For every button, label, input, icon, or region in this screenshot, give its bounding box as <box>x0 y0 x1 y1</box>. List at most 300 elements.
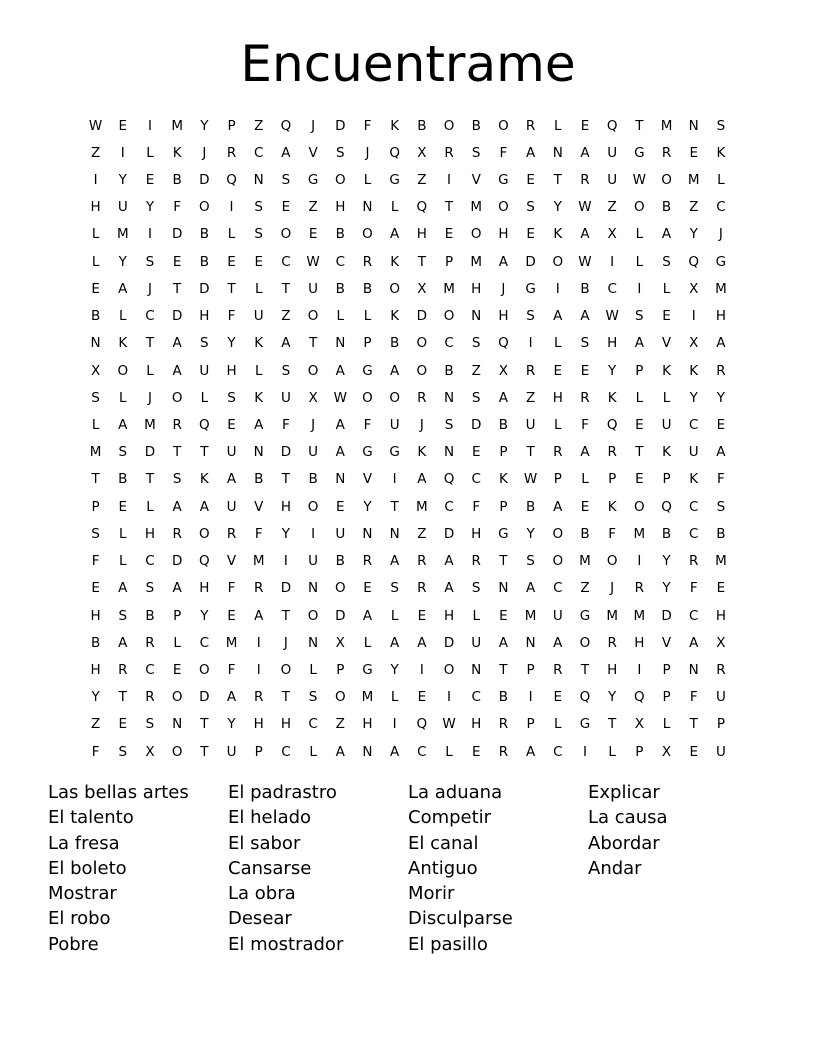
grid-letter: S <box>91 525 100 542</box>
grid-letter: M <box>144 417 156 434</box>
grid-letter: O <box>362 226 373 243</box>
grid-letter: F <box>689 580 698 597</box>
grid-letter: O <box>171 689 183 706</box>
grid-letter: E <box>145 172 155 189</box>
grid-letter: E <box>118 716 128 733</box>
grid-letter: F <box>91 553 100 570</box>
grid-letter: P <box>336 661 345 678</box>
grid-letter: A <box>525 743 536 760</box>
grid-letter: A <box>172 335 182 352</box>
grid-letter: G <box>362 444 373 461</box>
grid-letter: Q <box>688 253 700 270</box>
grid-letter: A <box>390 743 400 760</box>
grid-letter: H <box>607 335 618 352</box>
grid-letter: E <box>417 689 427 706</box>
grid-letter: E <box>635 471 644 488</box>
grid-letter: R <box>471 553 481 570</box>
grid-letter: C <box>145 661 155 678</box>
grid-letter: L <box>91 417 100 434</box>
grid-letter: B <box>525 498 536 515</box>
grid-letter: A <box>118 280 128 297</box>
grid-letter: O <box>307 607 319 624</box>
grid-letter: W <box>578 253 592 270</box>
grid-letter: V <box>254 498 264 515</box>
grid-letter: I <box>229 199 234 216</box>
grid-letter: K <box>172 144 182 161</box>
grid-letter: C <box>471 689 481 706</box>
grid-letter: A <box>335 362 345 379</box>
grid-letter: T <box>281 607 291 624</box>
grid-letter: S <box>471 389 481 406</box>
grid-letter: R <box>444 144 454 161</box>
grid-letter: O <box>416 335 428 352</box>
grid-letter: F <box>363 417 372 434</box>
grid-letter: A <box>580 144 590 161</box>
grid-letter: X <box>634 716 644 733</box>
grid-letter: L <box>662 389 671 406</box>
grid-letter: R <box>362 553 373 570</box>
grid-letter: M <box>416 498 428 515</box>
grid-letter: R <box>118 661 128 678</box>
grid-letter: C <box>689 525 699 542</box>
grid-letter: L <box>554 117 562 134</box>
grid-letter: Y <box>608 689 617 706</box>
grid-letter: D <box>171 308 183 325</box>
grid-letter: V <box>308 144 318 161</box>
grid-letter: X <box>689 335 699 352</box>
grid-letter: S <box>526 199 535 216</box>
grid-letter: A <box>716 444 726 461</box>
grid-letter: O <box>661 172 672 189</box>
grid-letter: C <box>308 716 318 733</box>
grid-letter: R <box>607 444 617 461</box>
grid-letter: E <box>281 199 291 216</box>
grid-letter: Y <box>118 172 127 189</box>
grid-letter: D <box>525 253 536 270</box>
grid-letter: Z <box>90 144 101 161</box>
grid-letter: T <box>553 172 562 189</box>
grid-letter: C <box>553 743 563 760</box>
grid-letter: U <box>199 362 210 379</box>
grid-letter: R <box>362 253 373 270</box>
grid-letter: S <box>580 335 590 352</box>
grid-letter: R <box>553 661 563 678</box>
grid-letter: G <box>362 661 373 678</box>
grid-letter: M <box>606 607 618 624</box>
grid-letter: E <box>580 498 590 515</box>
grid-letter: B <box>498 417 509 434</box>
word-list-item: El talento <box>48 807 134 829</box>
grid-letter: E <box>716 417 726 434</box>
word-list-item: Explicar <box>588 782 660 803</box>
grid-letter: T <box>308 335 318 352</box>
grid-letter: L <box>119 389 127 406</box>
grid-letter: I <box>283 553 288 570</box>
grid-letter: Q <box>579 689 591 706</box>
grid-letter: O <box>199 661 210 678</box>
grid-letter: W <box>306 253 320 270</box>
grid-letter: Y <box>662 553 671 570</box>
page-title: Encuentrame <box>240 35 576 93</box>
grid-letter: F <box>91 743 100 760</box>
grid-letter: S <box>227 389 236 406</box>
grid-letter: R <box>580 389 590 406</box>
grid-letter: C <box>444 335 454 352</box>
grid-letter: X <box>689 280 699 297</box>
grid-letter: U <box>226 743 237 760</box>
grid-letter: L <box>146 362 154 379</box>
grid-letter: Z <box>90 716 101 733</box>
grid-letter: Q <box>606 117 618 134</box>
grid-letter: U <box>335 525 346 542</box>
grid-letter: N <box>552 144 563 161</box>
grid-letter: H <box>90 607 101 624</box>
grid-letter: E <box>363 580 372 597</box>
grid-letter: A <box>498 253 509 270</box>
grid-letter: B <box>444 362 454 379</box>
grid-letter: D <box>280 444 292 461</box>
grid-letter: L <box>119 553 127 570</box>
grid-letter: O <box>334 689 346 706</box>
grid-letter: T <box>200 716 209 733</box>
grid-letter: X <box>498 362 509 379</box>
grid-letter: B <box>199 226 209 243</box>
grid-letter: D <box>199 172 210 189</box>
grid-letter: L <box>363 308 372 325</box>
grid-letter: O <box>280 661 292 678</box>
word-list-item: El canal <box>408 832 479 854</box>
grid-letter: R <box>689 553 699 570</box>
grid-letter: Z <box>254 117 264 134</box>
grid-letter: R <box>716 661 726 678</box>
grid-letter: O <box>552 525 564 542</box>
grid-letter: Y <box>200 607 209 624</box>
grid-letter: A <box>390 553 400 570</box>
grid-letter: B <box>362 280 373 297</box>
grid-letter: I <box>311 525 316 542</box>
grid-letter: J <box>365 144 370 161</box>
grid-letter: U <box>308 444 319 461</box>
grid-letter: Z <box>308 199 318 216</box>
grid-letter: M <box>579 553 591 570</box>
grid-letter: A <box>172 362 182 379</box>
grid-letter: N <box>389 525 400 542</box>
grid-letter: A <box>498 389 509 406</box>
grid-letter: M <box>715 280 727 297</box>
grid-letter: Y <box>200 117 209 134</box>
grid-letter: A <box>417 471 427 488</box>
grid-letter: G <box>389 444 400 461</box>
grid-letter: Y <box>363 498 372 515</box>
grid-letter: H <box>362 716 373 733</box>
grid-letter: A <box>634 335 644 352</box>
grid-letter: U <box>552 607 563 624</box>
grid-letter: L <box>390 689 399 706</box>
grid-letter: N <box>443 389 455 406</box>
grid-letter: Z <box>335 716 345 733</box>
word-list-item: Antiguo <box>408 857 478 879</box>
grid-letter: T <box>200 444 209 461</box>
grid-letter: H <box>715 308 726 325</box>
grid-letter: O <box>579 634 591 651</box>
grid-letter: A <box>580 444 590 461</box>
grid-letter: X <box>417 280 427 297</box>
grid-letter: K <box>199 471 209 488</box>
grid-letter: F <box>363 117 372 134</box>
grid-letter: W <box>442 716 456 733</box>
grid-letter: X <box>335 634 345 651</box>
grid-letter: T <box>417 253 426 270</box>
word-list-item: El helado <box>228 807 312 829</box>
grid-letter: I <box>120 144 125 161</box>
grid-letter: L <box>146 498 154 515</box>
grid-letter: C <box>444 498 454 515</box>
grid-letter: X <box>145 743 155 760</box>
grid-letter: A <box>689 634 699 651</box>
grid-letter: A <box>498 634 509 651</box>
grid-letter: K <box>662 362 671 379</box>
grid-letter: H <box>416 226 427 243</box>
grid-letter: T <box>635 117 644 134</box>
grid-letter: V <box>226 553 237 570</box>
grid-letter: T <box>608 716 617 733</box>
grid-letter: X <box>716 634 726 651</box>
grid-letter: W <box>578 199 592 216</box>
grid-letter: F <box>608 525 617 542</box>
grid-letter: X <box>308 389 318 406</box>
grid-letter: R <box>716 362 726 379</box>
grid-letter: O <box>498 199 509 216</box>
grid-letter: N <box>525 634 536 651</box>
grid-letter: E <box>118 117 128 134</box>
grid-letter: H <box>607 661 618 678</box>
grid-letter: R <box>498 716 509 733</box>
grid-letter: G <box>498 525 509 542</box>
grid-letter: B <box>335 226 345 243</box>
grid-letter: S <box>281 362 291 379</box>
grid-letter: L <box>554 417 562 434</box>
grid-letter: B <box>661 525 672 542</box>
grid-letter: Y <box>227 716 236 733</box>
grid-letter: R <box>607 634 617 651</box>
grid-letter: E <box>227 607 236 624</box>
grid-letter: U <box>226 498 237 515</box>
grid-letter: N <box>471 661 482 678</box>
grid-letter: K <box>417 444 427 461</box>
grid-letter: D <box>416 308 428 325</box>
grid-letter: K <box>254 389 264 406</box>
grid-letter: G <box>525 280 536 297</box>
grid-letter: Y <box>553 199 562 216</box>
grid-letter: A <box>716 335 726 352</box>
grid-letter: C <box>689 607 699 624</box>
grid-letter: C <box>254 144 264 161</box>
grid-letter: A <box>118 580 128 597</box>
grid-letter: H <box>90 199 101 216</box>
grid-letter: J <box>283 634 288 651</box>
grid-letter: O <box>171 389 183 406</box>
grid-letter: O <box>443 661 455 678</box>
grid-letter: Y <box>662 580 671 597</box>
grid-letter: U <box>525 417 536 434</box>
grid-letter: E <box>499 607 508 624</box>
grid-letter: C <box>199 634 210 651</box>
grid-letter: X <box>607 226 617 243</box>
grid-letter: B <box>498 689 509 706</box>
grid-letter: R <box>525 117 536 134</box>
grid-letter: E <box>118 498 128 515</box>
grid-letter: N <box>362 743 373 760</box>
grid-letter: Z <box>525 389 536 406</box>
grid-letter: D <box>171 553 183 570</box>
grid-letter: T <box>227 280 236 297</box>
grid-letter: K <box>390 308 400 325</box>
grid-letter: K <box>498 471 508 488</box>
word-list-item: Pobre <box>48 933 99 955</box>
grid-letter: R <box>145 689 155 706</box>
grid-letter: E <box>716 580 726 597</box>
grid-letter: A <box>390 226 400 243</box>
grid-letter: U <box>715 743 726 760</box>
grid-letter: I <box>392 716 397 733</box>
word-list-item: Disculparse <box>408 908 513 930</box>
grid-letter: E <box>227 417 236 434</box>
grid-letter: E <box>580 117 590 134</box>
grid-letter: E <box>444 226 454 243</box>
grid-letter: C <box>716 199 726 216</box>
grid-letter: P <box>173 607 182 624</box>
grid-letter: I <box>555 280 560 297</box>
grid-letter: Q <box>606 417 618 434</box>
grid-letter: R <box>634 580 645 597</box>
grid-letter: Q <box>416 716 428 733</box>
grid-letter: O <box>634 498 645 515</box>
grid-letter: K <box>553 226 563 243</box>
grid-letter: H <box>280 498 291 515</box>
grid-letter: W <box>523 471 538 488</box>
grid-letter: F <box>689 689 698 706</box>
grid-letter: D <box>443 634 455 651</box>
grid-letter: O <box>443 117 455 134</box>
grid-letter: S <box>662 253 671 270</box>
grid-letter: O <box>470 226 482 243</box>
grid-letter: D <box>199 689 210 706</box>
grid-letter: Y <box>689 389 698 406</box>
grid-letter: P <box>499 444 508 461</box>
grid-letter: B <box>145 607 155 624</box>
grid-letter: C <box>281 743 291 760</box>
grid-letter: S <box>444 417 454 434</box>
grid-letter: A <box>281 335 291 352</box>
word-list-item: La fresa <box>48 832 120 854</box>
word-list-item: Mostrar <box>48 883 117 905</box>
grid-letter: O <box>552 553 564 570</box>
grid-letter: R <box>417 389 427 406</box>
grid-letter: H <box>335 199 346 216</box>
grid-letter: M <box>361 689 374 706</box>
word-list-item: Abordar <box>588 832 660 854</box>
grid-letter: C <box>145 308 155 325</box>
grid-letter: Q <box>498 335 509 352</box>
grid-letter: H <box>199 580 210 597</box>
grid-letter: P <box>526 661 535 678</box>
grid-letter: R <box>661 144 672 161</box>
grid-letter: A <box>390 634 400 651</box>
grid-letter: R <box>172 525 182 542</box>
grid-letter: A <box>580 308 590 325</box>
grid-letter: D <box>199 280 210 297</box>
grid-letter: B <box>308 471 318 488</box>
grid-letter: P <box>254 743 263 760</box>
grid-letter: U <box>389 417 400 434</box>
grid-letter: A <box>390 362 400 379</box>
grid-letter: M <box>470 253 483 270</box>
grid-letter: A <box>580 226 590 243</box>
grid-letter: H <box>471 280 482 297</box>
grid-letter: N <box>172 716 183 733</box>
grid-letter: K <box>607 389 617 406</box>
grid-letter: A <box>335 417 345 434</box>
grid-letter: P <box>363 335 372 352</box>
grid-letter: E <box>662 308 671 325</box>
grid-letter: N <box>362 199 373 216</box>
grid-letter: L <box>390 607 399 624</box>
grid-letter: A <box>335 743 345 760</box>
grid-letter: I <box>256 661 261 678</box>
word-list-item: El robo <box>48 908 111 930</box>
grid-letter: I <box>691 308 696 325</box>
grid-letter: S <box>390 580 399 597</box>
word-list-item: El boleto <box>48 857 127 879</box>
grid-letter: B <box>580 525 590 542</box>
grid-letter: A <box>525 580 536 597</box>
grid-letter: B <box>90 634 101 651</box>
grid-letter: O <box>552 253 564 270</box>
grid-letter: Q <box>199 417 210 434</box>
grid-letter: P <box>716 716 725 733</box>
grid-letter: Y <box>281 525 291 542</box>
word-list-item: El mostrador <box>228 933 344 955</box>
grid-letter: E <box>689 743 698 760</box>
grid-letter: E <box>172 661 182 678</box>
word-list-item: La obra <box>228 883 296 905</box>
grid-letter: Z <box>281 308 291 325</box>
grid-letter: A <box>254 417 264 434</box>
grid-letter: A <box>444 553 454 570</box>
grid-letter: B <box>118 471 128 488</box>
grid-letter: N <box>308 580 319 597</box>
grid-letter: E <box>91 280 100 297</box>
grid-letter: U <box>715 689 726 706</box>
grid-letter: S <box>308 689 318 706</box>
word-list-item: La causa <box>588 807 668 829</box>
word-list-item: Morir <box>408 883 455 905</box>
grid-letter: Y <box>716 389 726 406</box>
grid-letter: G <box>715 253 727 270</box>
grid-letter: Y <box>118 253 127 270</box>
grid-letter: O <box>634 199 645 216</box>
grid-letter: T <box>635 444 644 461</box>
word-list-item: Las bellas artes <box>48 782 189 803</box>
grid-letter: O <box>307 362 319 379</box>
grid-letter: H <box>634 634 645 651</box>
grid-letter: R <box>417 580 427 597</box>
grid-letter: L <box>119 308 127 325</box>
grid-letter: L <box>119 525 127 542</box>
grid-letter: M <box>524 607 537 624</box>
grid-letter: B <box>254 471 264 488</box>
word-list-item: El padrastro <box>228 782 337 803</box>
